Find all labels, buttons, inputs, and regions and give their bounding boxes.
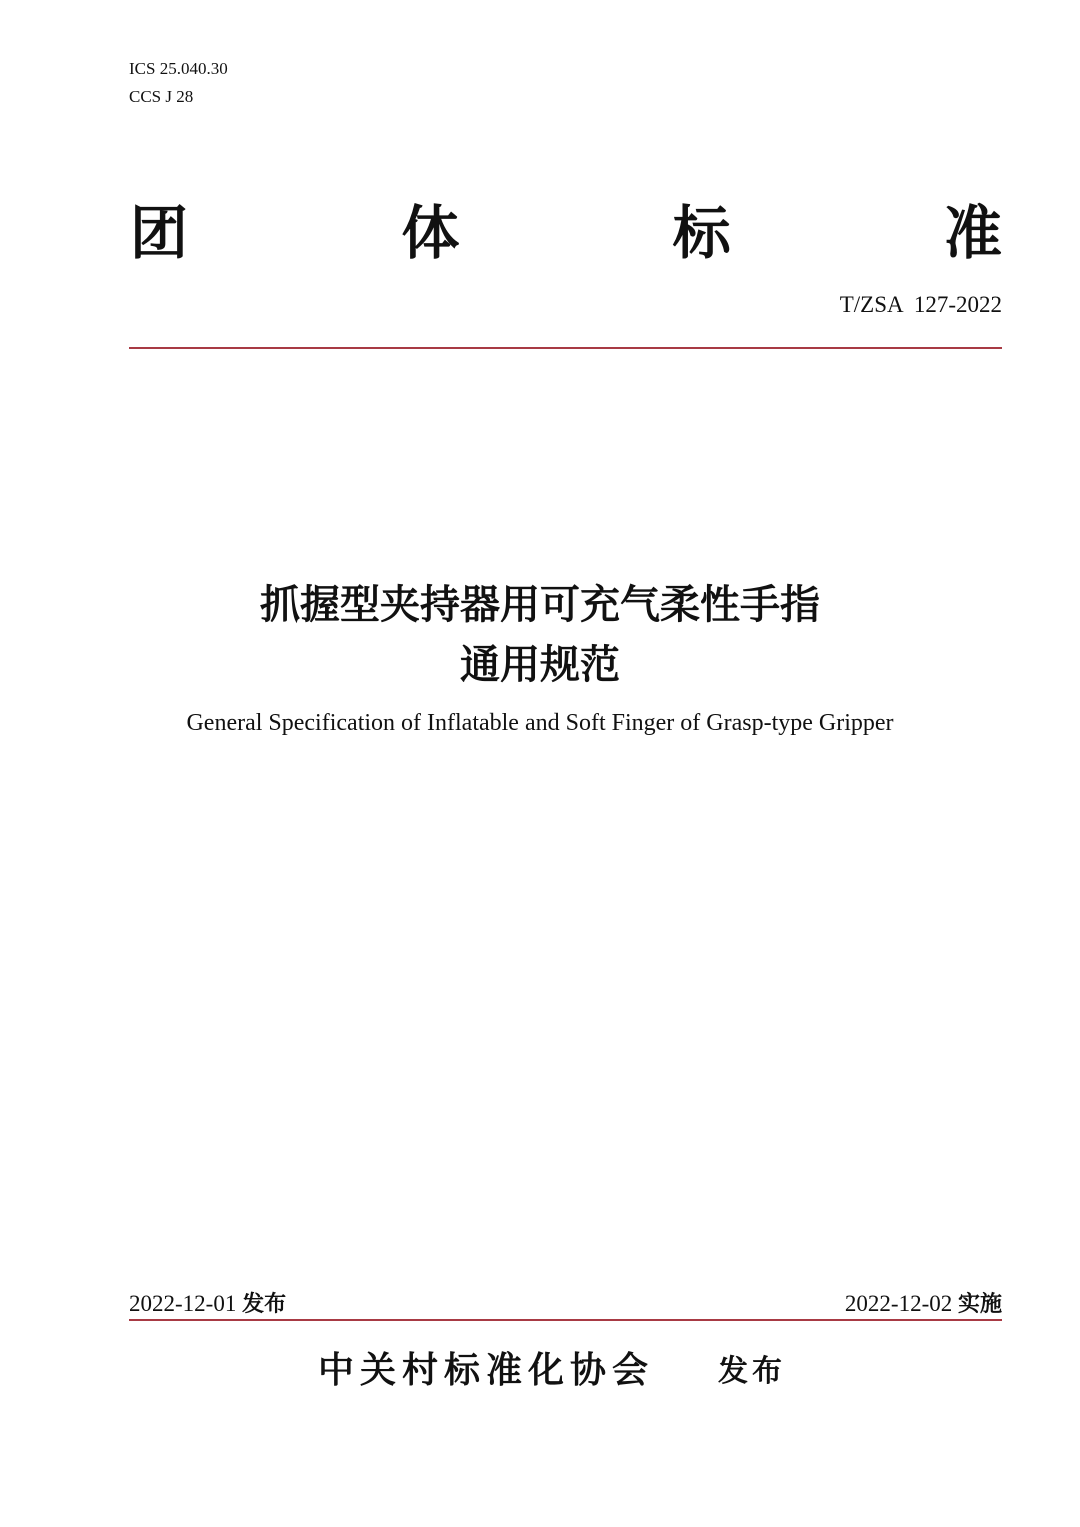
implement-date: 2022-12-02 [844,1291,953,1316]
top-divider [129,347,1002,349]
publish-label: 发布 [242,1292,287,1317]
title-zh-line-2: 通用规范 [460,642,620,688]
date-row [129,1287,1002,1318]
publisher-line [318,1342,858,1393]
implement-date-group [845,1287,1002,1318]
title-en: General Specification of Inflatable and Soft Finger of Grasp-type Gripper [186,710,894,736]
standard-type-char-1: 团 [130,199,189,267]
publish-date: 2022-12-01 [129,1291,237,1316]
publisher-organization: 中关村标准化协会 [318,1350,655,1391]
standard-type-char-2: 体 [401,199,460,267]
standard-type-heading [130,188,1002,268]
standard-number: T/ZSA 127-2022 [839,292,1002,317]
ics-code: ICS 25.040.30 [129,59,228,78]
publish-date-group [129,1287,286,1318]
bottom-divider [129,1319,1002,1321]
implement-label: 实施 [957,1292,1002,1317]
standard-type-char-4: 准 [943,199,1002,267]
ccs-code: CCS J 28 [129,87,194,106]
standard-type-char-3: 标 [672,199,731,267]
classification-codes [129,55,228,111]
publisher-action: 发布 [718,1353,787,1389]
title-zh-line-1: 抓握型夹持器用可充气柔性手指 [260,582,820,628]
